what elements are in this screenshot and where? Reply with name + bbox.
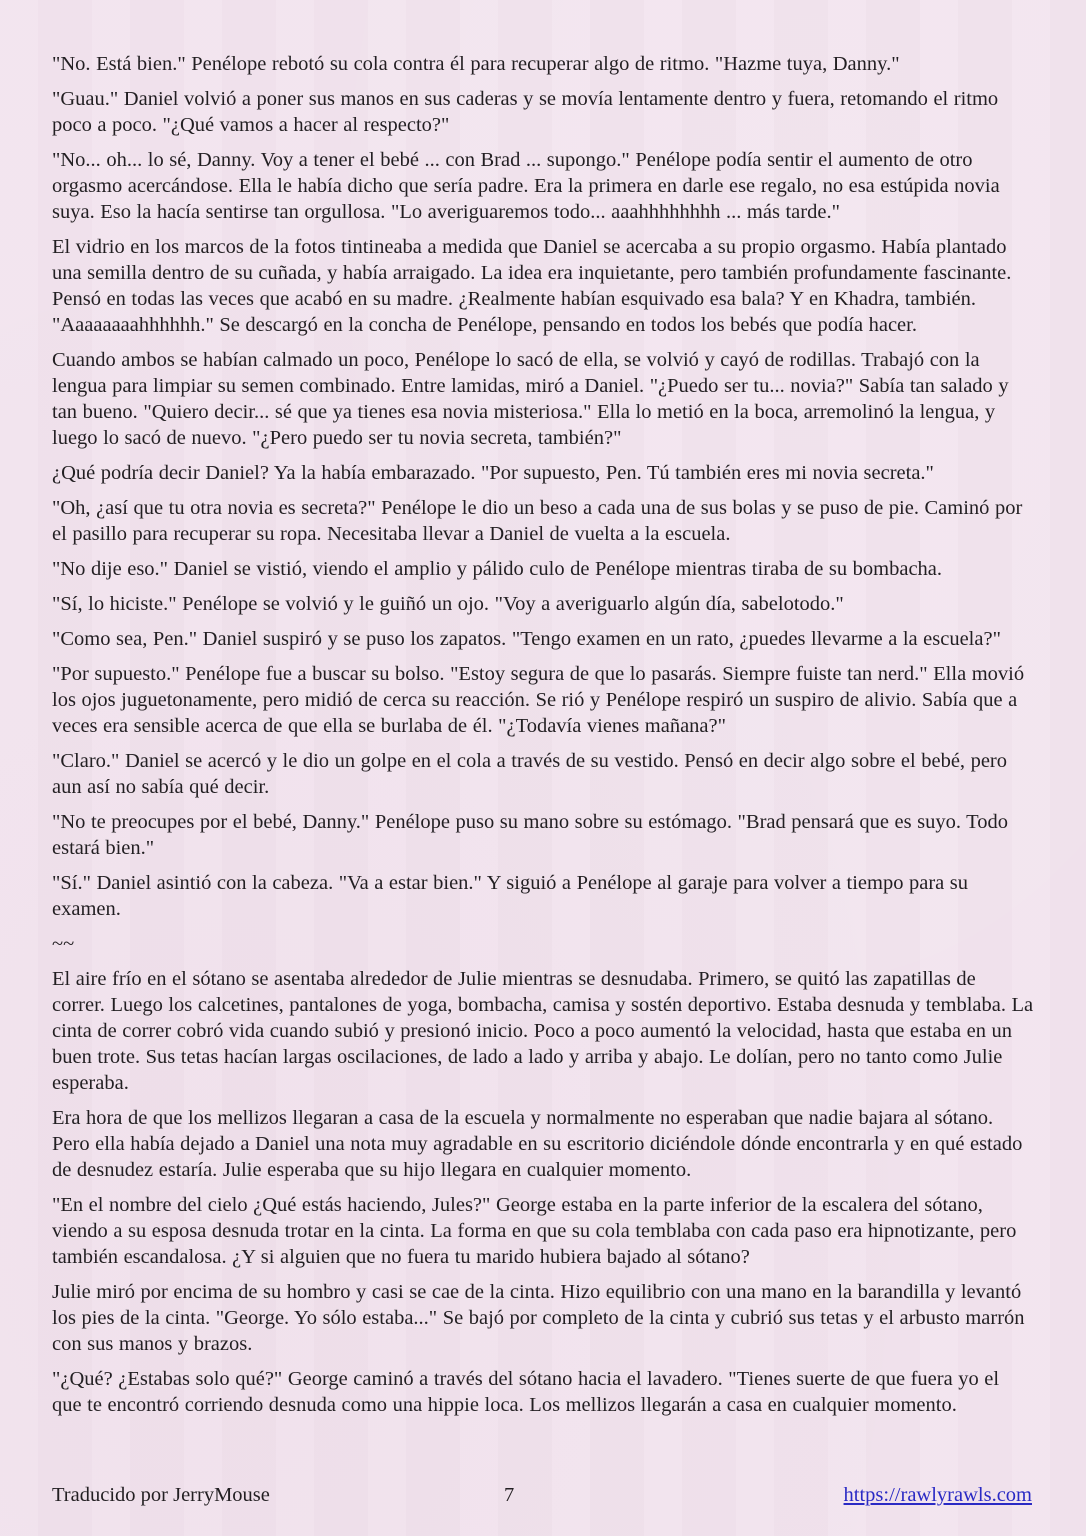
translator-credit: Traducido por JerryMouse: [52, 1484, 270, 1506]
story-paragraph: "¿Qué? ¿Estabas solo qué?" George caminó a través del sótano hacia el lavadero. "Tienes suerte de que fuera yo el que te encontró corriendo desnuda como una hippie loca. Los mellizos llegarán a casa en cualquier momento.: [52, 1368, 1000, 1416]
story-paragraph: "En el nombre del cielo ¿Qué estás haciendo, Jules?" George estaba en la parte inferior de la escalera del sótano, viendo a su esposa desnuda trotar en la cinta. La forma en que su cola temblaba con cada paso era hipnotizante, pero también escandalosa. ¿Y si alguien que no fuera tu marido hubiera bajado al sótano?: [52, 1194, 1017, 1268]
story-paragraph: El vidrio en los marcos de la fotos tintineaba a medida que Daniel se acercaba a su propio orgasmo. Había plantado una semilla dentro de su cuñada, y había arraigado. La idea era inquietante, pero también profundamente fascinante. Pensó en todas las veces que acabó en su madre. ¿Realmente habían esquivado esa bala? Y en Khadra, también. "Aaaaaaaahhhhhh." Se descargó en la concha de Penélope, pensando en todos los bebés que podía hacer.: [52, 236, 1012, 336]
story-paragraph: ¿Qué podría decir Daniel? Ya la había embarazado. "Por supuesto, Pen. Tú también eres mi novia secreta.": [52, 462, 934, 484]
scene-break-separator: ~~: [52, 933, 75, 955]
story-paragraph: El aire frío en el sótano se asentaba alrededor de Julie mientras se desnudaba. Primero, se quitó las zapatillas de correr. Luego los calcetines, pantalones de yoga, bombacha, camisa y sostén deportivo. Estaba desnuda y temblaba. La cinta de correr cobró vida cuando subió y presionó inicio. Poco a poco aumentó la velocidad, hasta que estaba en un buen trote. Sus tetas hacían largas oscilaciones, de lado a lado y arriba y abajo. Le dolían, pero no tanto como Julie esperaba.: [52, 968, 1034, 1094]
story-paragraph: Cuando ambos se habían calmado un poco, Penélope lo sacó de ella, se volvió y cayó de rodillas. Trabajó con la lengua para limpiar su semen combinado. Entre lamidas, miró a Daniel. "¿Puedo ser tu... novia?" Sabía tan salado y tan bueno. "Quiero decir... sé que ya tienes esa novia misteriosa." Ella lo metió en la boca, arremolinó la lengua, y luego lo sacó de nuevo. "¿Pero puedo ser tu novia secreta, también?": [52, 349, 1009, 449]
story-paragraph: "Guau." Daniel volvió a poner sus manos en sus caderas y se movía lentamente dentro y fuera, retomando el ritmo poco a poco. "¿Qué vamos a hacer al respecto?": [52, 88, 999, 136]
story-paragraph: "Claro." Daniel se acercó y le dio un golpe en el cola a través de su vestido. Pensó en decir algo sobre el bebé, pero aun así no sabía qué decir.: [52, 750, 1008, 798]
story-paragraph: "No. Está bien." Penélope rebotó su cola contra él para recuperar algo de ritmo. "Hazme tuya, Danny.": [52, 53, 900, 75]
story-page: [52, 51, 1034, 1427]
story-paragraph: "No dije eso." Daniel se vistió, viendo el amplio y pálido culo de Penélope mientras tiraba de su bombacha.: [52, 558, 943, 580]
story-paragraph: "Sí, lo hiciste." Penélope se volvió y le guiñó un ojo. "Voy a averiguarlo algún día, sabelotodo.": [52, 593, 844, 615]
story-paragraph: "No... oh... lo sé, Danny. Voy a tener el bebé ... con Brad ... supongo." Penélope podía sentir el aumento de otro orgasmo acercándose. Ella le había dicho que sería padre. Era la primera en darle ese regalo, no esa estúpida novia suya. Eso la hacía sentirse tan orgullosa. "Lo averiguaremos todo... aaahhhhhhhh ... más tarde.": [52, 149, 1000, 223]
page-number: 7: [504, 1484, 515, 1506]
story-paragraph: Julie miró por encima de su hombro y casi se cae de la cinta. Hizo equilibrio con una mano en la barandilla y levantó los pies de la cinta. "George. Yo sólo estaba..." Se bajó por completo de la cinta y cubrió sus tetas y el arbusto marrón con sus manos y brazos.: [52, 1281, 1025, 1355]
page-footer: [52, 1482, 1032, 1512]
story-paragraph: "Oh, ¿así que tu otra novia es secreta?" Penélope le dio un beso a cada una de sus bolas y se puso de pie. Caminó por el pasillo para recuperar su ropa. Necesitaba llevar a Daniel de vuelta a la escuela.: [52, 497, 1023, 545]
source-site-link[interactable]: https://rawlyrawls.com: [843, 1484, 1032, 1506]
story-paragraph: "Por supuesto." Penélope fue a buscar su bolso. "Estoy segura de que lo pasarás. Siempre fuiste tan nerd." Ella movió los ojos juguetonamente, pero midió de cerca su reacción. Se rió y Penélope respiró un suspiro de alivio. Sabía que a veces era sensible acerca de que ella se burlaba de él. "¿Todavía vienes mañana?": [52, 663, 1025, 737]
story-paragraph: Era hora de que los mellizos llegaran a casa de la escuela y normalmente no esperaban que nadie bajara al sótano. Pero ella había dejado a Daniel una nota muy agradable en su escritorio diciéndole dónde encontrarla y en qué estado de desnudez estaría. Julie esperaba que su hijo llegara en cualquier momento.: [52, 1107, 1023, 1181]
story-paragraph: "Como sea, Pen." Daniel suspiró y se puso los zapatos. "Tengo examen en un rato, ¿puedes llevarme a la escuela?": [52, 628, 1001, 650]
story-paragraph: "No te preocupes por el bebé, Danny." Penélope puso su mano sobre su estómago. "Brad pensará que es suyo. Todo estará bien.": [52, 811, 1009, 859]
story-paragraph: "Sí." Daniel asintió con la cabeza. "Va a estar bien." Y siguió a Penélope al garaje para volver a tiempo para su examen.: [52, 872, 969, 920]
